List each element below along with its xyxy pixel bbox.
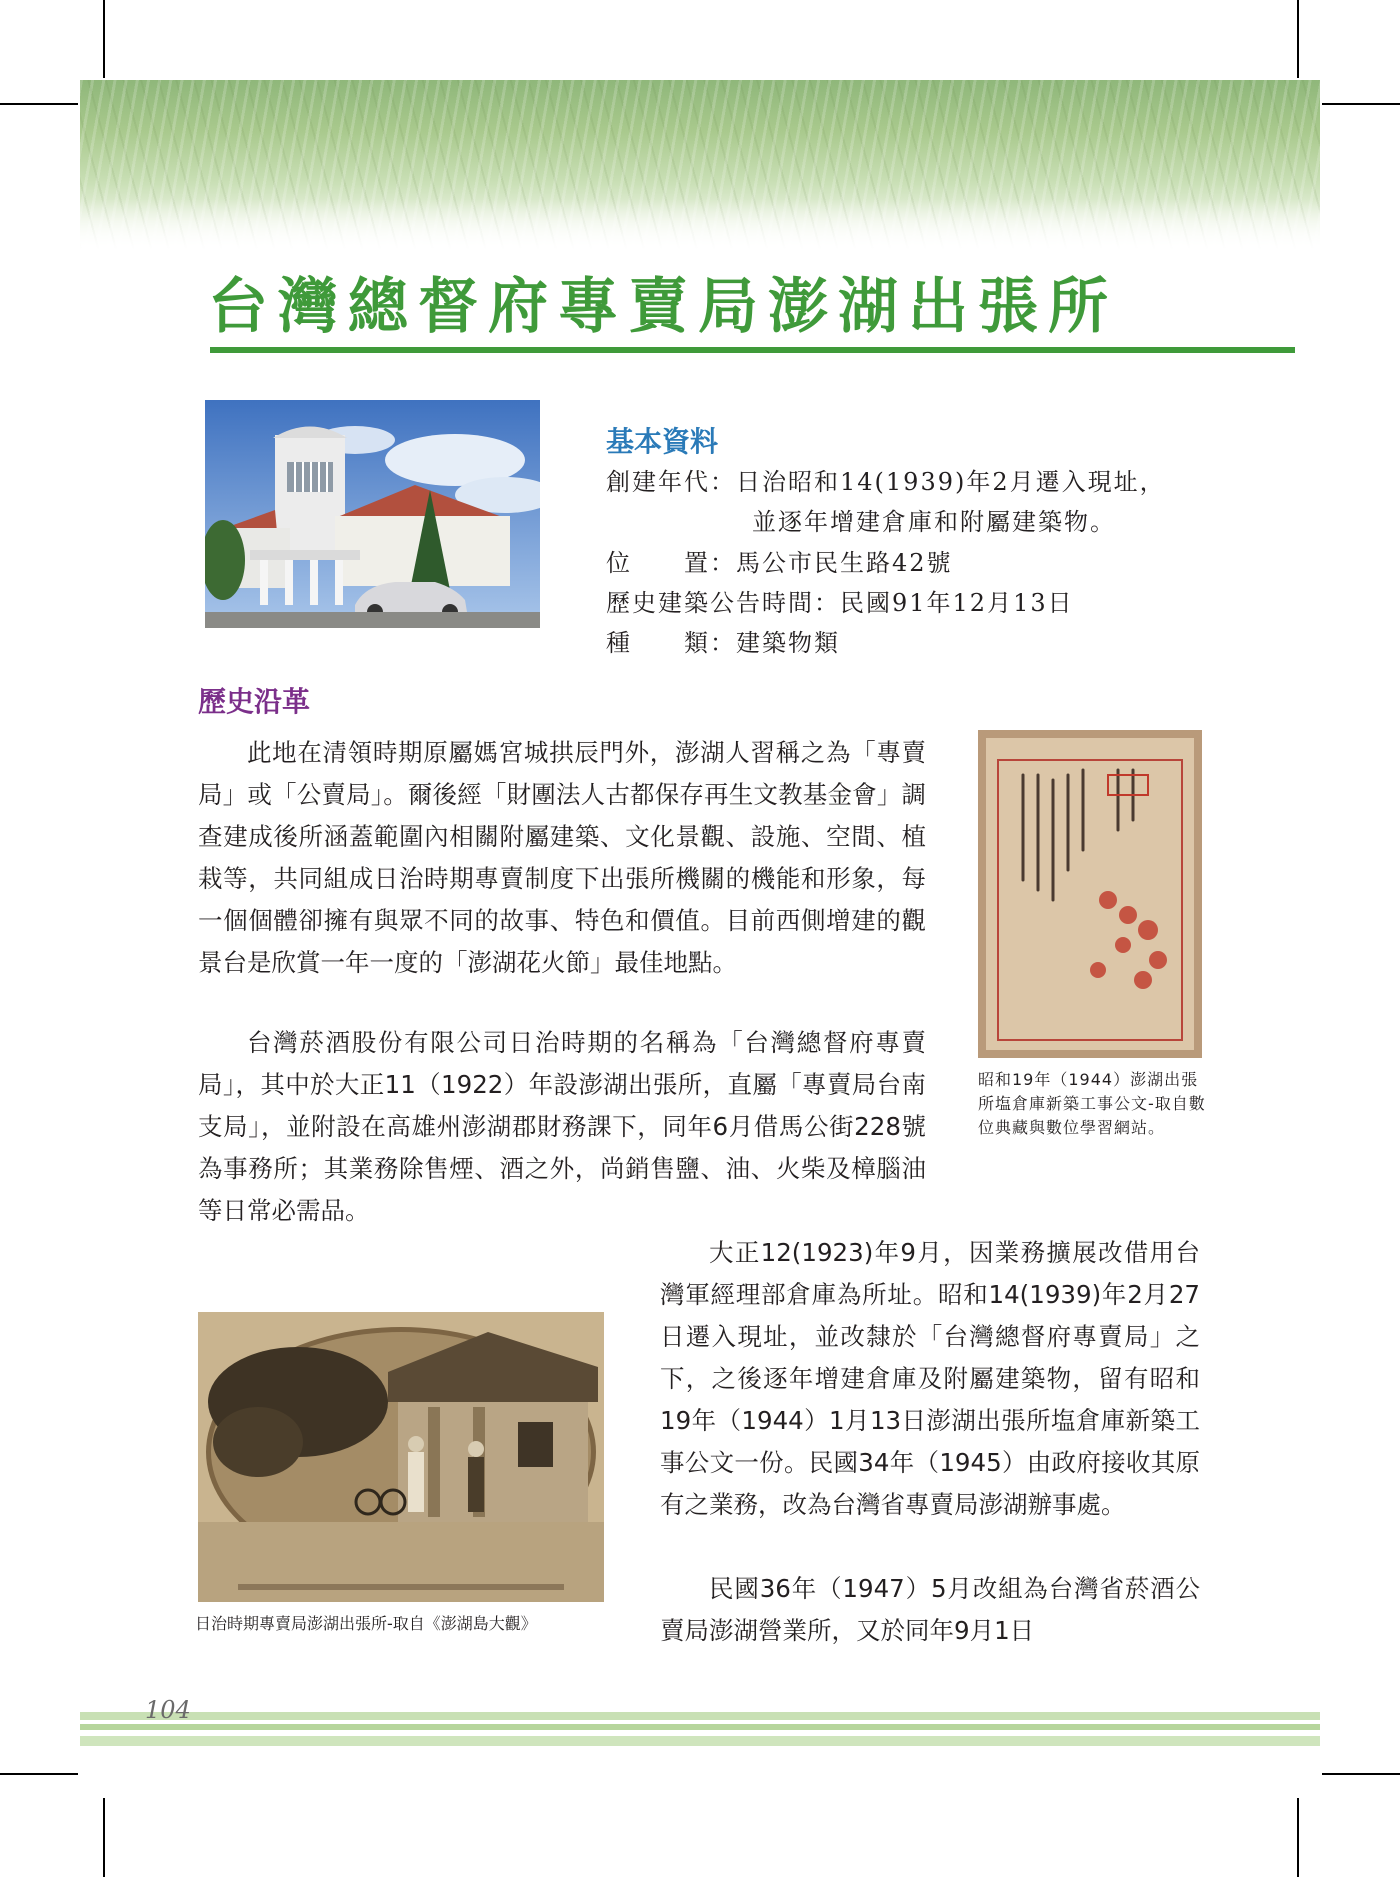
history-heading: 歷史沿革 xyxy=(198,685,311,718)
historic-photo-caption: 日治時期專賣局澎湖出張所-取自《澎湖島大觀》 xyxy=(195,1614,537,1633)
building-photo xyxy=(205,400,540,628)
building-illustration xyxy=(205,400,540,628)
historic-photo-illustration xyxy=(198,1312,604,1602)
header-grass-banner xyxy=(80,80,1320,250)
page-title: 台灣總督府專賣局澎湖出張所 xyxy=(208,272,1118,342)
info-founding-year: 創建年代：日治昭和14(1939)年2月遷入現址， xyxy=(606,468,1166,496)
crop-mark xyxy=(0,103,78,105)
footer-stripe xyxy=(80,1724,1320,1730)
document-photo-caption: 昭和19年（1944）澎湖出張所塩倉庫新築工事公文-取自數位典藏與數位學習網站。 xyxy=(978,1070,1206,1137)
info-founding-year-cont: 並逐年增建倉庫和附屬建築物。 xyxy=(752,508,1116,536)
crop-mark xyxy=(1322,103,1400,105)
history-paragraph: 此地在清領時期原屬媽宮城拱辰門外，澎湖人習稱之為「專賣局」或「公賣局」。爾後經「財團法人古都保存再生文教基金會」調查建成後所涵蓋範圍內相關附屬建築、文化景觀、設施、空間、植栽等，共同組成日治時期專賣制度下出張所機關的機能和形象，每一個個體卻擁有與眾不同的故事、特色和價值。目前西側增建的觀景台是欣賞一年一度的「澎湖花火節」最佳地點。 xyxy=(198,738,926,977)
crop-mark xyxy=(1322,1773,1400,1775)
footer-stripe xyxy=(80,1736,1320,1746)
basic-info-heading: 基本資料 xyxy=(606,425,719,458)
info-category: 種 類：建築物類 xyxy=(606,629,840,657)
history-paragraph: 台灣菸酒股份有限公司日治時期的名稱為「台灣總督府專賣局」，其中於大正11（1922）年設澎湖出張所，直屬「專賣局台南支局」，並附設在高雄州澎湖郡財務課下，同年6月借馬公街228號為事務所；其業務除售煙、酒之外，尚銷售鹽、油、火柴及樟腦油等日常必需品。 xyxy=(198,1028,926,1225)
info-location: 位 置：馬公市民生路42號 xyxy=(606,549,953,577)
footer-stripe xyxy=(80,1712,1320,1720)
title-underline xyxy=(210,347,1295,353)
document-illustration xyxy=(978,730,1202,1058)
page-number: 104 xyxy=(145,1696,191,1724)
crop-mark xyxy=(1297,1798,1299,1877)
historic-office-photo xyxy=(198,1312,604,1602)
info-announcement-date: 歷史建築公告時間：民國91年12月13日 xyxy=(606,589,1074,617)
official-document-photo xyxy=(978,730,1202,1058)
crop-mark xyxy=(1297,0,1299,78)
history-paragraph: 民國36年（1947）5月改組為台灣省菸酒公賣局澎湖營業所，又於同年9月1日 xyxy=(660,1574,1200,1645)
crop-mark xyxy=(0,1773,78,1775)
history-paragraph: 大正12(1923)年9月，因業務擴展改借用台灣軍經理部倉庫為所址。昭和14(1939)年2月27日遷入現址，並改隸於「台灣總督府專賣局」之下，之後逐年增建倉庫及附屬建築物，留有昭和19年（1944）1月13日澎湖出張所塩倉庫新築工事公文一份。民國34年（1945）由政府接收其原有之業務，改為台灣省專賣局澎湖辦事處。 xyxy=(660,1238,1200,1519)
crop-mark xyxy=(103,1798,105,1877)
crop-mark xyxy=(103,0,105,78)
